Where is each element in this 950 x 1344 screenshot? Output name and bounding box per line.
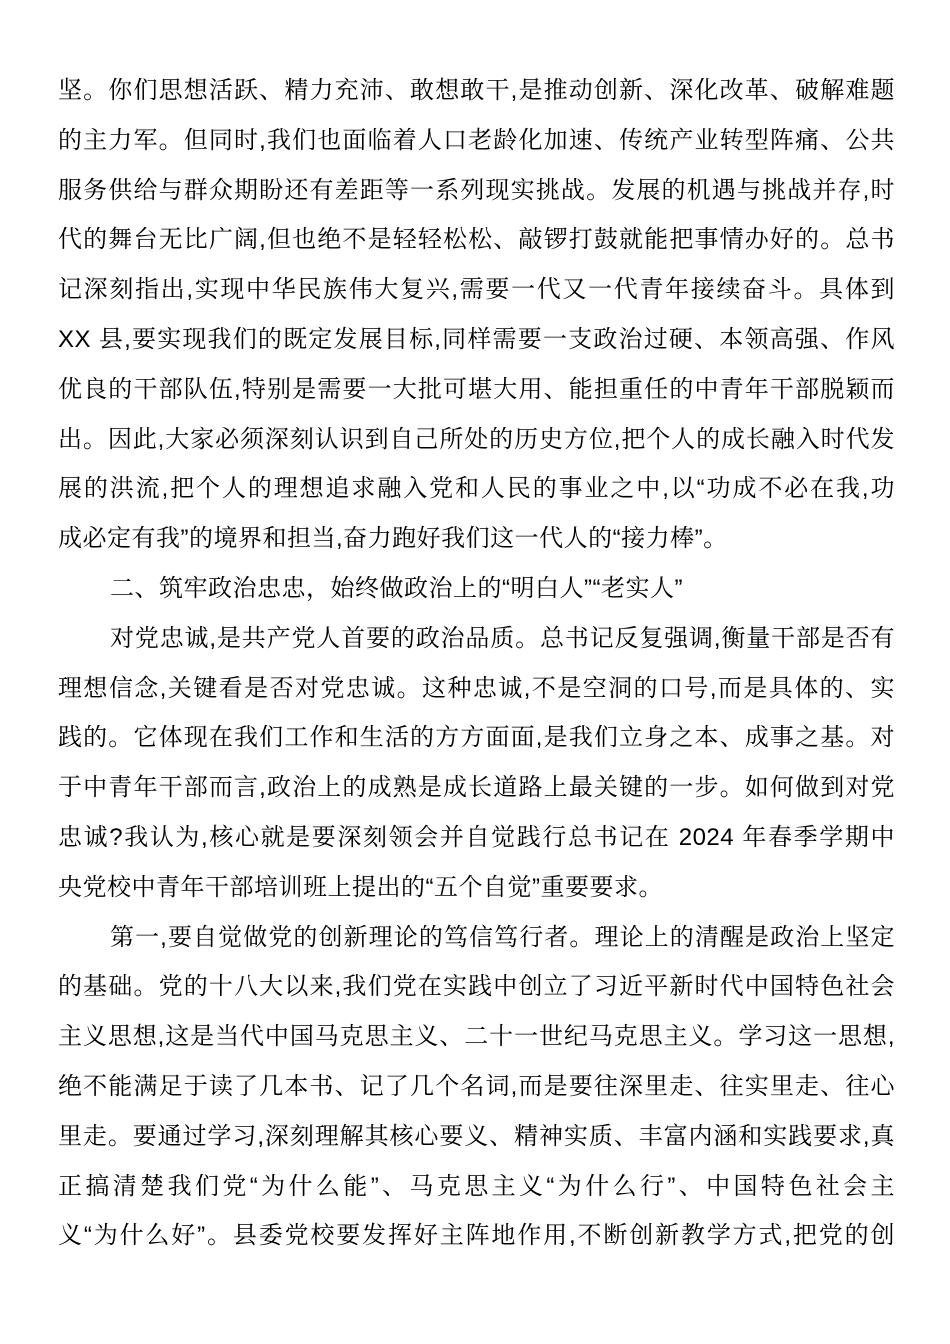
text-line: 义“为什么好”。县委党校要发挥好主阵地作用,不断创新教学方式,把党的创	[58, 1222, 895, 1250]
text-line: XX 县,要实现我们的既定发展目标,同样需要一支政治过硬、本领高强、作风	[58, 325, 895, 353]
text-line: 记深刻指出,实现中华民族伟大复兴,需要一代又一代青年接续奋斗。具体到	[58, 276, 895, 304]
section-heading: 二、筑牢政治忠忠，始终做政治上的“明白人”“老实人”	[110, 574, 683, 602]
text-line: 正搞清楚我们党“为什么能”、马克思主义“为什么行”、中国特色社会主	[58, 1172, 895, 1200]
text-line: 里走。要通过学习,深刻理解其核心要义、精神实质、丰富内涵和实践要求,真	[58, 1122, 895, 1150]
text-line: 的主力军。但同时,我们也面临着人口老龄化加速、传统产业转型阵痛、公共	[58, 126, 895, 154]
text-line: 出。因此,大家必须深刻认识到自己所处的历史方位,把个人的成长融入时代发	[58, 425, 895, 453]
text-line: 于中青年干部而言,政治上的成熟是成长道路上最关键的一步。如何做到对党	[58, 774, 895, 802]
text-line: 代的舞台无比广阔,但也绝不是轻轻松松、敲锣打鼓就能把事情办好的。总书	[58, 226, 895, 254]
text-line: 服务供给与群众期盼还有差距等一系列现实挑战。发展的机遇与挑战并存,时	[58, 176, 895, 204]
text-line: 绝不能满足于读了几本书、记了几个名词,而是要往深里走、往实里走、往心	[58, 1072, 895, 1100]
text-line: 对党忠诚,是共产党人首要的政治品质。总书记反复强调,衡量干部是否有	[110, 624, 895, 652]
text-line: 践的。它体现在我们工作和生活的方方面面,是我们立身之本、成事之基。对	[58, 724, 895, 752]
text-line: 第一,要自觉做党的创新理论的笃信笃行者。理论上的清醒是政治上坚定	[110, 923, 895, 951]
text-line: 央党校中青年干部培训班上提出的“五个自觉”重要要求。	[58, 873, 663, 901]
text-line: 忠诚?我认为,核心就是要深刻领会并自觉践行总书记在 2024 年春季学期中	[58, 823, 895, 851]
text-line: 优良的干部队伍,特别是需要一大批可堪大用、能担重任的中青年干部脱颖而	[58, 375, 895, 403]
text-line: 理想信念,关键看是否对党忠诚。这种忠诚,不是空洞的口号,而是具体的、实	[58, 674, 895, 702]
text-line: 坚。你们思想活跃、精力充沛、敢想敢干,是推动创新、深化改革、破解难题	[58, 77, 895, 104]
text-line: 成必定有我”的境界和担当,奋力跑好我们这一代人的“接力棒”。	[58, 525, 728, 553]
text-line: 主义思想,这是当代中国马克思主义、二十一世纪马克思主义。学习这一思想,	[58, 1023, 895, 1051]
text-line: 展的洪流,把个人的理想追求融入党和人民的事业之中,以“功成不必在我,功	[58, 475, 895, 503]
text-line: 的基础。党的十八大以来,我们党在实践中创立了习近平新时代中国特色社会	[58, 973, 895, 1001]
